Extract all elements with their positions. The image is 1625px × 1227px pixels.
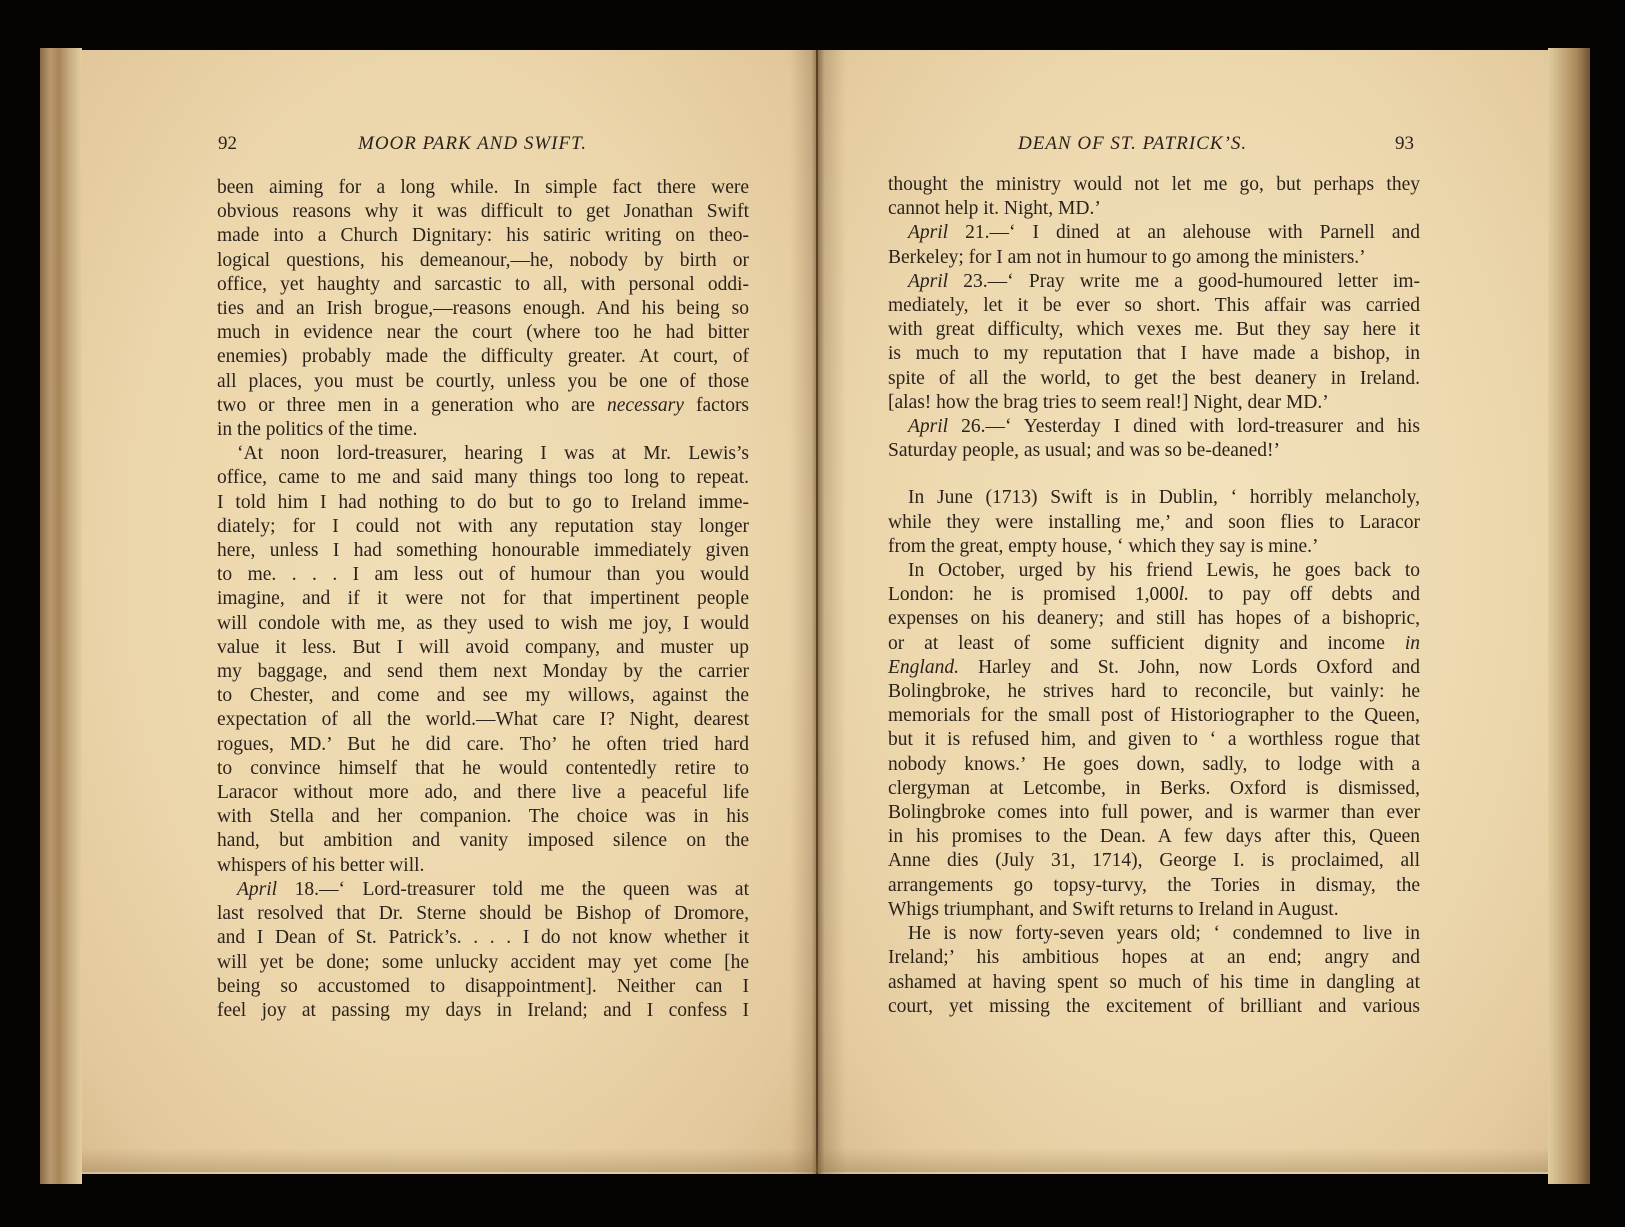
text-line: mediately, let it be ever so short. This affair was carried (888, 295, 1420, 317)
right-page-body (888, 173, 1420, 1019)
text-line: clergyman at Letcombe, in Berks. Oxford is dismissed, (888, 777, 1420, 799)
text-line: whispers of his better will. (217, 854, 425, 876)
text-line (888, 583, 1420, 607)
running-head-right: DEAN OF ST. PATRICK’S. (1018, 133, 1248, 154)
text-line: office, came to me and said many things too long to repeat. (217, 467, 749, 489)
text-span: 23.—‘ Pray write me a good-humoured letter im- (963, 270, 1421, 292)
text-line: here, unless I had something honourable immediately given (217, 540, 749, 562)
date-word: April (237, 878, 278, 900)
text-line: will yet be done; some unlucky accident may yet come [he (217, 951, 749, 973)
text-line: imagine, and if it were not for that impertinent people (217, 588, 749, 610)
text-line: He is now forty-seven years old; ‘ condemned to live in (908, 923, 1420, 945)
text-line: cannot help it. Night, MD.’ (888, 198, 1101, 220)
text-span: 26.—‘ Yesterday I dined with lord-treasurer and his (961, 416, 1421, 438)
page-number-right: 93 (1395, 133, 1414, 154)
text-line: much in evidence near the court (where too he had bitter (217, 322, 749, 344)
text-line (217, 878, 749, 902)
text-line: Saturday people, as usual; and was so be-deaned!’ (888, 440, 1281, 462)
text-span: 18.—‘ Lord-treasurer told me the queen was at (294, 878, 749, 900)
text-span: 21.—‘ I dined at an alehouse with Parnell and (965, 222, 1420, 244)
text-line: last resolved that Dr. Sterne should be Bishop of Dromore, (217, 903, 749, 925)
text-line: with Stella and her companion. The choice was in his (217, 806, 749, 828)
text-line: to me. . . . I am less out of humour than you would (217, 564, 749, 586)
book-spine (816, 50, 818, 1174)
text-line: value it less. But I will avoid company, and muster up (217, 636, 749, 658)
text-line: thought the ministry would not let me go, but perhaps they (888, 174, 1420, 195)
text-line: to convince himself that he would contentedly retire to (217, 757, 749, 779)
page-number-left: 92 (218, 133, 237, 154)
text-line: expenses on his deanery; and still has hopes of a bishopric, (888, 608, 1420, 630)
text-line: hand, but ambition and vanity imposed silence on the (217, 830, 749, 852)
text-line: [alas! how the brag tries to seem real!] Night, dear MD.’ (888, 391, 1329, 413)
text-line: in his promises to the Dean. A few days after this, Queen (888, 826, 1420, 848)
text-line: my baggage, and send them next Monday by the carrier (217, 661, 749, 683)
text-line: In October, urged by his friend Lewis, he goes back to (908, 560, 1420, 582)
text-line: to Chester, and come and see my willows, against the (217, 685, 749, 707)
text-line (888, 632, 1420, 656)
text-line (888, 415, 1420, 439)
text-line: spite of all the world, to get the best deanery in Ireland. (888, 367, 1420, 389)
text-line: Berkeley; for I am not in humour to go among the ministers.’ (888, 246, 1366, 268)
text-line: in the politics of the time. (217, 419, 418, 441)
page-bottom-shadow (82, 1148, 1548, 1172)
text-span: factors (695, 394, 750, 416)
text-line: is much to my reputation that I have made a bishop, in (888, 343, 1420, 365)
italic-word: l. (1178, 584, 1189, 606)
text-line: memorials for the small post of Historiographer to the Queen, (888, 705, 1420, 727)
italic-word: necessary (607, 394, 684, 416)
text-line: court, yet missing the excitement of brilliant and various (888, 995, 1420, 1017)
text-line: from the great, empty house, ‘ which they say is mine.’ (888, 535, 1319, 557)
text-line (888, 221, 1420, 245)
text-line: all places, you must be courtly, unless you be one of those (217, 370, 749, 392)
text-span: London: he is promised 1,000 (888, 584, 1179, 606)
text-line: with great difficulty, which vexes me. But they say here it (888, 319, 1420, 341)
text-span: Harley and St. John, now Lords Oxford and (978, 656, 1420, 678)
date-word: April (908, 222, 949, 244)
text-line: enemies) probably made the difficulty greater. At court, of (217, 346, 749, 368)
text-span: to pay off debts and (1208, 584, 1420, 606)
text-line: Laracor without more ado, and there live a peaceful life (217, 782, 749, 804)
text-line: will condole with me, as they used to wish me joy, I would (217, 612, 749, 634)
text-line (217, 394, 749, 418)
text-line: ashamed at having spent so much of his time in dangling at (888, 971, 1420, 993)
text-line: Bolingbroke, he strives hard to reconcile, but vainly: he (888, 681, 1420, 703)
book-edge-left (40, 48, 82, 1184)
text-line: Anne dies (July 31, 1714), George I. is proclaimed, all (888, 850, 1420, 872)
text-line: Whigs triumphant, and Swift returns to Ireland in August. (888, 898, 1339, 920)
text-line: being so accustomed to disappointment]. Neither can I (217, 975, 749, 997)
text-line: but it is refused him, and given to ‘ a worthless rogue that (888, 729, 1420, 751)
text-line: logical questions, his demeanour,—he, nobody by birth or (217, 249, 749, 271)
text-line: and I Dean of St. Patrick’s. . . . I do not know whether it (217, 927, 749, 949)
text-span: or at least of some sufficient dignity and income (888, 632, 1385, 654)
left-page-body (217, 176, 749, 1023)
text-line: expectation of all the world.—What care I? Night, dearest (217, 709, 749, 731)
text-line: been aiming for a long while. In simple fact there were (217, 177, 749, 198)
date-word: April (908, 270, 949, 292)
text-line: rogues, MD.’ But he did care. Tho’ he often tried hard (217, 733, 749, 755)
text-line: In June (1713) Swift is in Dublin, ‘ horribly melancholy, (908, 487, 1420, 509)
text-line: office, yet haughty and sarcastic to all, with personal oddi- (217, 273, 749, 295)
text-line (888, 270, 1420, 294)
text-line: nobody knows.’ He goes down, sadly, to lodge with a (888, 753, 1420, 775)
book-gutter (790, 50, 846, 1174)
text-line: I told him I had nothing to do but to go to Ireland imme- (217, 491, 749, 513)
text-line: obvious reasons why it was difficult to get Jonathan Swift (217, 201, 749, 223)
text-line: made into a Church Dignitary: his satiric writing on theo- (217, 225, 749, 247)
italic-word: England. (888, 656, 959, 678)
text-line: diately; for I could not with any reputation stay longer (217, 515, 749, 537)
text-line: Ireland;’ his ambitious hopes at an end; angry and (888, 947, 1420, 969)
text-span: two or three men in a generation who are (217, 394, 595, 416)
text-line: ‘At noon lord-treasurer, hearing I was at Mr. Lewis’s (237, 443, 749, 465)
section-break (888, 463, 1420, 486)
date-word: April (908, 416, 949, 438)
text-line: Bolingbroke comes into full power, and is warmer than ever (888, 802, 1420, 824)
text-line: feel joy at passing my days in Ireland; and I confess I (217, 999, 749, 1021)
running-head-left: MOOR PARK AND SWIFT. (358, 133, 587, 154)
text-line: ties and an Irish brogue,—reasons enough. And his being so (217, 298, 749, 320)
book-edge-right (1548, 48, 1590, 1184)
italic-word: in (1404, 632, 1421, 654)
text-line: while they were installing me,’ and soon flies to Laracor (888, 511, 1420, 533)
text-line (888, 656, 1420, 680)
text-line: arrangements go topsy-turvy, the Tories in dismay, the (888, 874, 1420, 896)
